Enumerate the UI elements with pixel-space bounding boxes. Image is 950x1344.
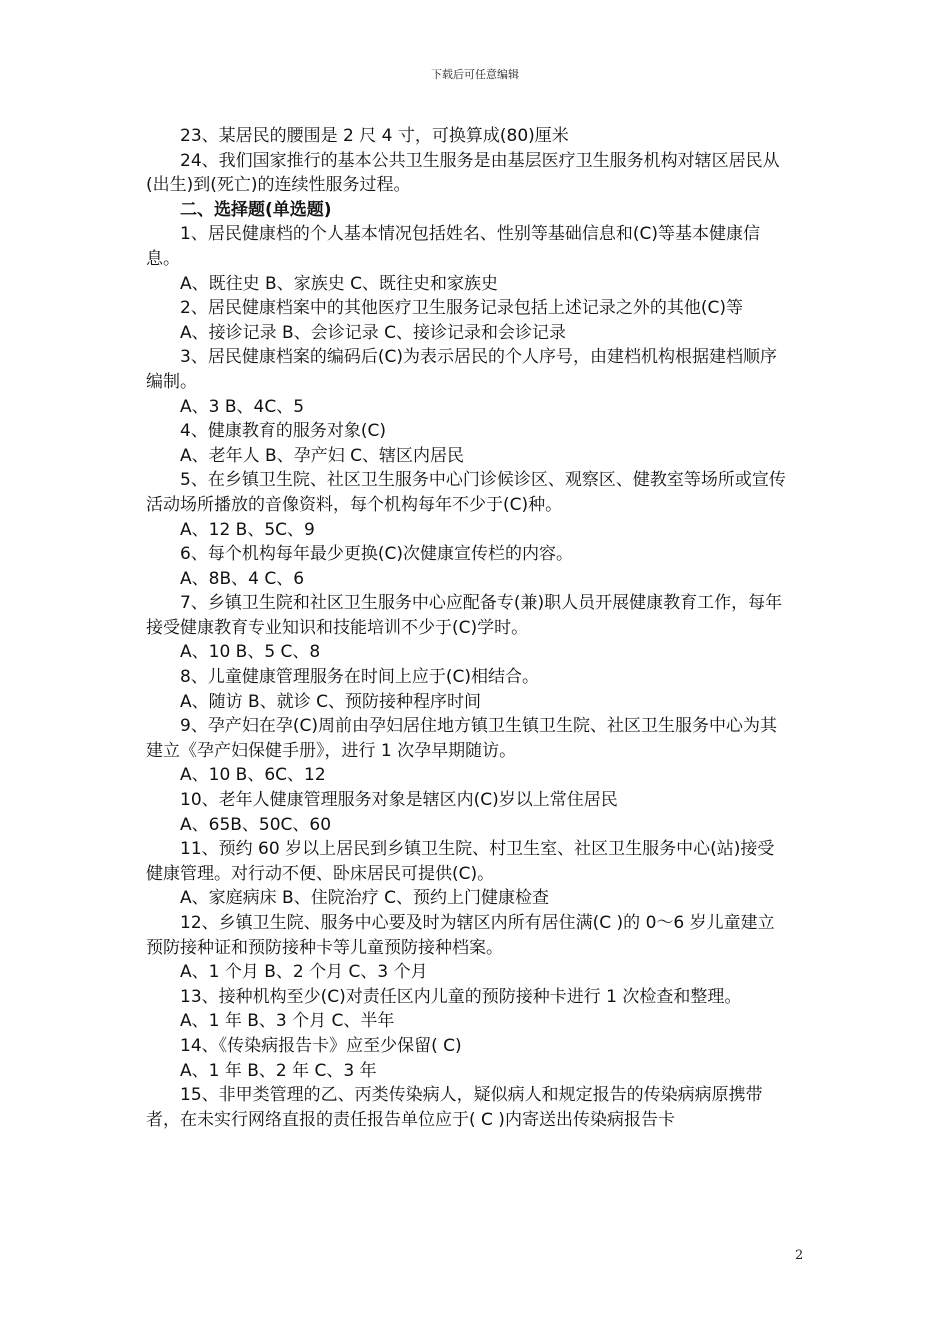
paragraph: A、1 年 B、3 个月 C、半年 xyxy=(180,1011,395,1032)
paragraph: 12、乡镇卫生院、服务中心要及时为辖区内所有居住满(C )的 0～6 岁儿童建立预防接种证和预防接种卡等儿童预防接种档案。 xyxy=(146,913,775,958)
paragraph: A、1 年 B、2 年 C、3 年 xyxy=(180,1060,377,1081)
paragraph: 4、健康教育的服务对象(C) xyxy=(180,421,386,442)
paragraph: A、家庭病床 B、住院治疗 C、预约上门健康检查 xyxy=(180,888,549,909)
paragraph: A、3 B、4C、5 xyxy=(180,396,305,417)
paragraph: A、老年人 B、孕产妇 C、辖区内居民 xyxy=(180,445,464,466)
paragraph: 13、接种机构至少(C)对责任区内儿童的预防接种卡进行 1 次检查和整理。 xyxy=(180,986,742,1007)
paragraph: 10、老年人健康管理服务对象是辖区内(C)岁以上常住居民 xyxy=(180,790,618,811)
paragraph: 11、预约 60 岁以上居民到乡镇卫生院、村卫生室、社区卫生服务中心(站)接受健康管理。对行动不便、卧床居民可提供(C)。 xyxy=(146,839,775,884)
paragraph: 6、每个机构每年最少更换(C)次健康宣传栏的内容。 xyxy=(180,544,573,565)
paragraph: A、10 B、5 C、8 xyxy=(180,642,321,663)
paragraph: 9、孕产妇在孕(C)周前由孕妇居住地方镇卫生镇卫生院、社区卫生服务中心为其建立《孕产妇保健手册》，进行 1 次孕早期随访。 xyxy=(146,716,777,761)
paragraph: 14、《传染病报告卡》应至少保留( C) xyxy=(180,1035,462,1056)
paragraph: A、随访 B、就诊 C、预防接种程序时间 xyxy=(180,691,481,712)
paragraph: A、既往史 B、家族史 C、既往史和家族史 xyxy=(180,273,498,294)
paragraph: A、1 个月 B、2 个月 C、3 个月 xyxy=(180,962,428,983)
page-number: 2 xyxy=(795,1248,804,1263)
paragraph: 8、儿童健康管理服务在时间上应于(C)相结合。 xyxy=(180,667,539,688)
page-header: 下载后可任意编辑 xyxy=(431,68,519,81)
paragraph: A、接诊记录 B、会诊记录 C、接诊记录和会诊记录 xyxy=(180,322,566,343)
paragraph: A、12 B、5C、9 xyxy=(180,519,315,540)
paragraph: 15、非甲类管理的乙、丙类传染病人，疑似病人和规定报告的传染病病原携带者，在未实行网络直报的责任报告单位应于( C )内寄送出传染病报告卡 xyxy=(146,1085,763,1130)
section-heading: 二、选择题(单选题) xyxy=(180,199,332,220)
paragraph: 3、居民健康档案的编码后(C)为表示居民的个人序号，由建档机构根据建档顺序编制。 xyxy=(146,347,777,392)
paragraph: 7、乡镇卫生院和社区卫生服务中心应配备专(兼)职人员开展健康教育工作，每年接受健康教育专业知识和技能培训不少于(C)学时。 xyxy=(146,593,783,638)
paragraph: A、8B、4 C、6 xyxy=(180,568,305,589)
paragraph: 5、在乡镇卫生院、社区卫生服务中心门诊候诊区、观察区、健教室等场所或宣传活动场所播放的音像资料，每个机构每年不少于(C)种。 xyxy=(146,470,786,515)
paragraph: 24、我们国家推行的基本公共卫生服务是由基层医疗卫生服务机构对辖区居民从(出生)到(死亡)的连续性服务过程。 xyxy=(146,150,780,196)
paragraph: 1、居民健康档的个人基本情况包括姓名、性别等基础信息和(C)等基本健康信息。 xyxy=(146,224,760,269)
paragraph: A、10 B、6C、12 xyxy=(180,765,326,786)
document-body xyxy=(146,124,786,1132)
paragraph: 23、某居民的腰围是 2 尺 4 寸，可换算成(80)厘米 xyxy=(180,126,569,146)
paragraph: 2、居民健康档案中的其他医疗卫生服务记录包括上述记录之外的其他(C)等 xyxy=(180,298,743,319)
paragraph: A、65B、50C、60 xyxy=(180,814,332,835)
